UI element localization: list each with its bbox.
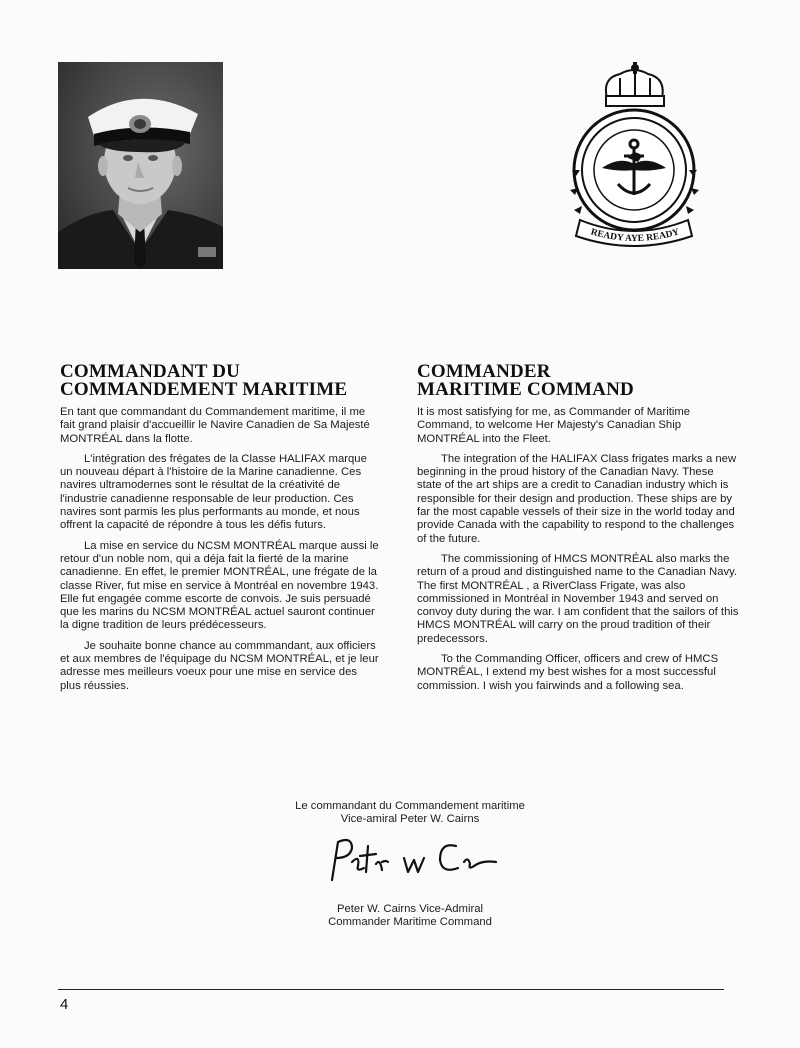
french-message bbox=[60, 363, 380, 700]
footer-rule bbox=[58, 989, 724, 990]
maritime-command-crest bbox=[562, 60, 707, 250]
english-paragraph-1: It is most satisfying for me, as Commander of Maritime Command, to welcome Her Majesty's Canadian Ship MONTRÉAL into the Fleet. bbox=[417, 406, 691, 445]
page-number: 4 bbox=[60, 996, 69, 1013]
crest-motto: READY AYE READY bbox=[589, 227, 681, 245]
signature-english-caption: Peter W. Cairns Vice-Admiral Commander Maritime Command bbox=[328, 903, 492, 929]
english-paragraph-3: The commissioning of HMCS MONTRÉAL also marks the return of a proud and distinguished name to the Canadian Navy. The first MONTRÉAL , a RiverClass Frigate, was also commissioned in Montréal in November 1943 and served on convoy duty during the war. I am confident that the sailors of this HMCS MONTRÉAL will carry on the proud tradition of their predecessors. bbox=[417, 552, 739, 645]
french-paragraph-2: L'intégration des frégates de la Classe HALIFAX marque un nouveau départ à l'histoire de la Marine canadienne. Ces navires ultramodernes sont le résultat de la créativité de l'industrie canadienne responsable de leur production. Ces navires sont parmis les plus performants au monde, et nous offrent la capacité de répondre à tous les défis futurs. bbox=[60, 452, 367, 532]
english-paragraph-2: The integration of the HALIFAX Class frigates marks a new beginning in the proud history of the Canadian Navy. These state of the art ships are a credit to Canadian industry which is responsible for their design and production. These ships are by far the most capable vessels of their size in the world today and provide Canada with the capability to respond to the challenges of the future. bbox=[417, 452, 737, 545]
commander-portrait bbox=[58, 62, 223, 269]
french-title: COMMANDANT DU COMMANDEMENT MARITIME bbox=[60, 361, 348, 400]
handwritten-signature bbox=[318, 832, 498, 884]
signature-french-caption: Le commandant du Commandement maritime Vice-amiral Peter W. Cairns bbox=[295, 800, 525, 826]
french-paragraph-4: Je souhaite bonne chance au commmandant, aux officiers et aux membres de l'équipage du NCSM MONTRÉAL, et je leur adresse mes meilleurs voeux pour une mise en service des plus réussies. bbox=[60, 639, 379, 692]
english-message bbox=[417, 363, 739, 700]
english-title: COMMANDER MARITIME COMMAND bbox=[417, 361, 634, 400]
english-paragraph-4: To the Commanding Officer, officers and crew of HMCS MONTRÉAL, I extend my best wishes for a most successful commission. I wish you fairwinds and a following sea. bbox=[417, 653, 719, 692]
french-paragraph-1: En tant que commandant du Commandement maritime, il me fait grand plaisir d'accueillir le Navire Canadien de Sa Majesté MONTRÉAL dans la flotte. bbox=[60, 406, 370, 445]
french-paragraph-3: La mise en service du NCSM MONTRÉAL marque aussi le retour d'un noble nom, qui a déja fait la fierté de la marine canadienne. En effet, le premier MONTRÉAL, une frégate de la classe River, fut mise en service à Montréal en novembre 1943. Elle fut engagée comme escorte de convois. Je suis persuadé que les marins du NCSM MONTRÉAL actuel sauront continuer la digne tradition de leurs prédécesseurs. bbox=[60, 539, 379, 632]
